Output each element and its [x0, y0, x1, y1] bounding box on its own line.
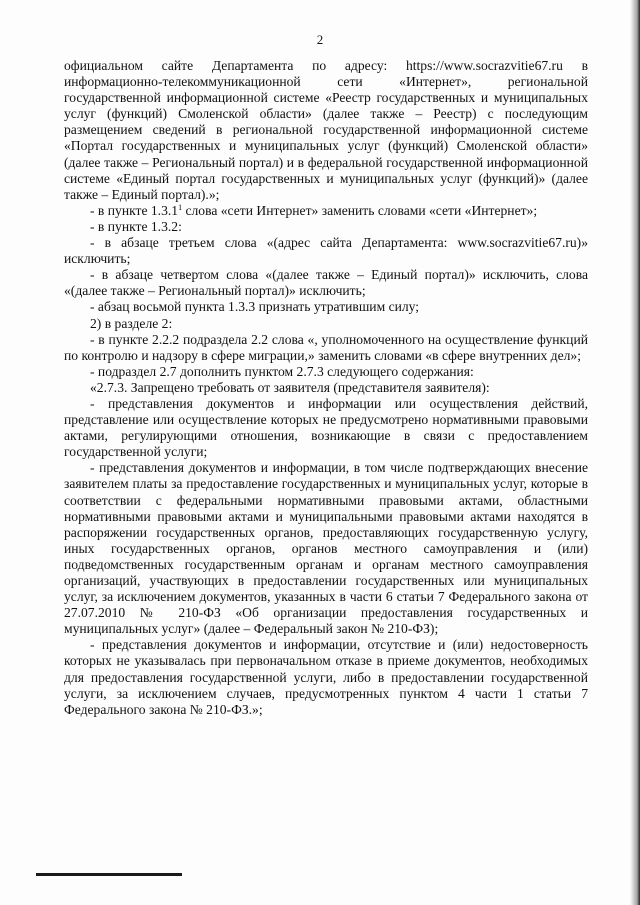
paragraph-section-2: 2) в разделе 2:	[90, 315, 173, 331]
paragraph-abzac-fourth: - в абзаце четвертом слова «(далее также – Единый портал)» исключить, слова «(далее также – Региональный портал)» исключить;	[64, 267, 588, 299]
list-item-actions: - представления документов и информации или осуществления действий, представление или осуществление которых не предусмотрено нормативными правовыми актами, регулирующими отношения, возникающие в связи с предоставлением государственной услуги;	[64, 395, 588, 460]
list-item-documents: - представления документов и информации, в том числе подтверждающих внесение заявителем платы за предоставление государственных и муниципальных услуг, которые в соответствии с федеральными нормативными правовыми актами, областными нормативными правовыми актами и муниципальными правовыми актами находятся в распоряжении государственных органов, предоставляющих государственную услугу, иных государственных органов, органов местного самоуправления и (или) подведомственных государственным органам и органам местного самоуправления организаций, участвующих в предоставлении государственных или муниципальных услуг, за исключением документов, указанных в части 6 статьи 7 Федерального закона от 27.07.2010 № 210-ФЗ «Об организации предоставления государственных и муниципальных услуг» (далее – Федеральный закон № 210-ФЗ);	[64, 460, 588, 637]
document-body	[64, 58, 588, 718]
paragraph-item-1-3-1: - в пункте 1.3.1$^1$ слова «сети Интернет» заменить словами «сети «Интернет»;	[90, 202, 538, 218]
paragraph-subsection-2-7: - подраздел 2.7 дополнить пунктом 2.7.3 следующего содержания:	[90, 363, 474, 379]
paragraph-continuation: официальном сайте Департамента по адресу: https://www.socrazvitie67.ru в информационно-телекоммуникационной сети «Интернет», региональной государственной информационной системе «Реестр государственных и муниципальных услуг (функций) Смоленской области» (далее также – Реестр) с последующим размещением сведений в региональной государственной информационной системе «Портал государственных и муниципальных услуг (функций) Смоленской области» (далее также – Региональный портал) и в федеральной государственной информационной системе «Единый портал государственных и муниципальных услуг (функций)» (далее также – Единый портал).»;	[64, 58, 588, 202]
paragraph-abzac-third: - в абзаце третьем слова «(адрес сайта Департамента: www.socrazvitie67.ru)» исключить;	[64, 235, 588, 267]
scan-edge-shadow	[630, 0, 640, 905]
paragraph-2-7-3: «2.7.3. Запрещено требовать от заявителя (представителя заявителя):	[90, 379, 490, 395]
list-item-missing-documents: - представления документов и информации, отсутствие и (или) недостоверность которых не указывалась при первоначальном отказе в приеме документов, необходимых для предоставления государственной услуги, либо в предоставлении государственной услуги, за исключением случаев, предусмотренных пунктом 4 части 1 статьи 7 Федерального закона № 210-ФЗ.»;	[64, 637, 588, 717]
paragraph-item-2-2-2: - в пункте 2.2.2 подраздела 2.2 слова «, уполномоченного на осуществление функций по контролю и надзору в сфере миграции,» заменить словами «в сфере внутренних дел»;	[64, 331, 588, 363]
footnote-superscript: 1	[178, 202, 183, 212]
paragraph-abzac-eighth: - абзац восьмой пункта 1.3.3 признать утратившим силу;	[90, 299, 420, 315]
bottom-rule	[36, 873, 182, 876]
paragraph-item-1-3-2: - в пункте 1.3.2:	[90, 218, 182, 234]
page-number: 2	[316, 32, 324, 47]
